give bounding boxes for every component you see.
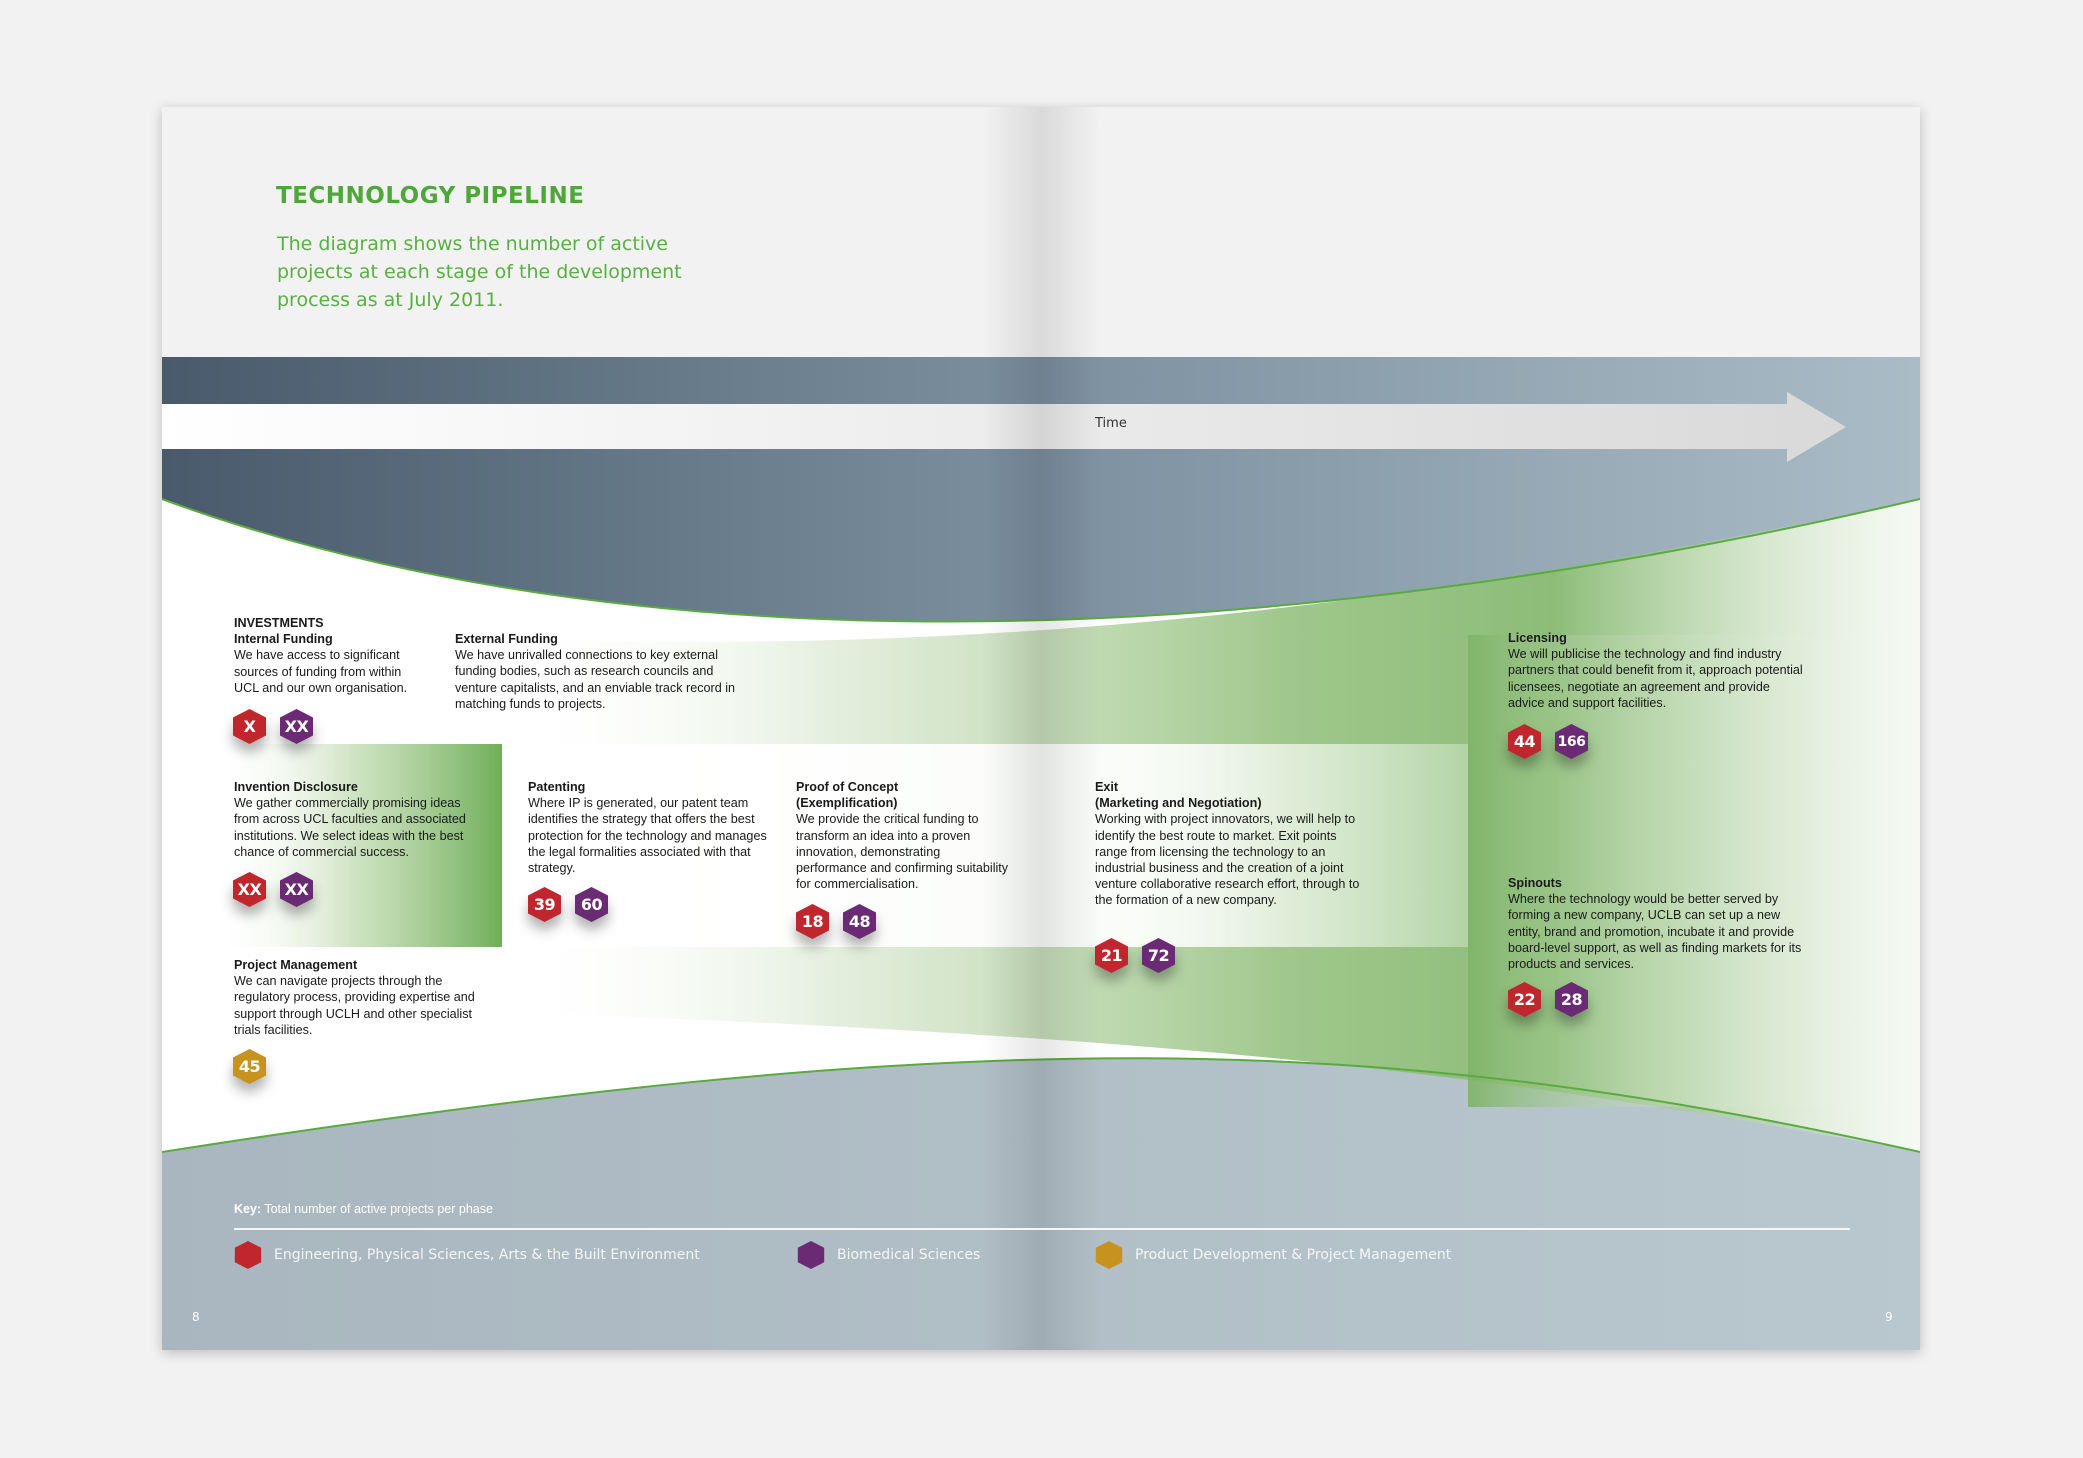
biomedical-count-badge: 60 (574, 886, 609, 923)
red-hexagon-icon (234, 1240, 262, 1270)
stage-subheading: (Exemplification) (796, 796, 898, 811)
stage-subheading: (Marketing and Negotiation) (1095, 796, 1262, 811)
engineering-count-badge: 22 (1507, 981, 1542, 1018)
legend-label: Engineering, Physical Sciences, Arts & the Built Environment (274, 1247, 700, 1263)
biomedical-count-badge: XX (279, 708, 314, 745)
biomedical-count-badge: 72 (1141, 937, 1176, 974)
purple-hexagon-icon (797, 1240, 825, 1270)
stage-text: We gather commercially promising ideas from across UCL faculties and associated institutions. We select ideas with the best chance of commercial success. (234, 796, 466, 859)
engineering-count-badge: 21 (1094, 937, 1129, 974)
badges-proof-of-concept (795, 903, 877, 940)
badges-internal-funding (232, 708, 314, 745)
key-title (234, 1202, 493, 1216)
engineering-count-badge: XX (232, 871, 267, 908)
legend-engineering (234, 1240, 700, 1270)
key-label: Key: (234, 1202, 262, 1216)
badges-spinouts (1507, 981, 1589, 1018)
stage-licensing (1508, 630, 1808, 711)
stage-heading: Spinouts (1508, 876, 1562, 890)
page-number-right: 9 (1885, 1310, 1893, 1324)
stage-text: Working with project innovators, we will help to identify the best route to market. Exit points range from licensing the technology to an industrial business and the creation of a joint venture collaborative research effort, through to the formation of a new company. (1095, 812, 1360, 908)
brochure-spread (162, 107, 1920, 1350)
stage-heading: Internal Funding (234, 632, 333, 647)
stage-heading: Proof of Concept (796, 780, 899, 794)
page-number-left: 8 (192, 1310, 200, 1324)
product-development-count-badge: 45 (232, 1048, 267, 1085)
biomedical-count-badge: 48 (842, 903, 877, 940)
intro-text: The diagram shows the number of active projects at each stage of the development process as at July 2011. (277, 233, 682, 311)
key-description: Total number of active projects per phase (264, 1202, 493, 1216)
stage-heading: Patenting (528, 780, 586, 794)
engineering-count-badge: 44 (1507, 723, 1542, 760)
legend-product-development (1095, 1240, 1451, 1270)
stage-heading: Project Management (234, 958, 358, 972)
stage-proof-of-concept (796, 779, 1011, 892)
stage-text: We will publicise the technology and find industry partners that could benefit from it, approach potential licensees, negotiate an agreement and provide advice and support facilities. (1508, 647, 1803, 710)
badges-project-management (232, 1048, 267, 1085)
stage-text: We can navigate projects through the regulatory process, providing expertise and support through UCLH and other specialist trials facilities. (234, 974, 475, 1037)
engineering-count-badge: 18 (795, 903, 830, 940)
badges-patenting (527, 886, 609, 923)
key-divider (234, 1228, 1850, 1230)
biomedical-count-badge: XX (279, 871, 314, 908)
engineering-count-badge: X (232, 708, 267, 745)
stage-project-management (234, 957, 479, 1038)
stage-exit (1095, 779, 1360, 909)
stage-text: Where IP is generated, our patent team identifies the strategy that offers the best protection for the technology and manages the legal formalities associated with that strategy. (528, 796, 767, 876)
stage-external-funding (455, 631, 745, 712)
stage-internal-funding (234, 615, 429, 696)
biomedical-count-badge: 166 (1554, 723, 1589, 760)
stage-heading: Exit (1095, 780, 1119, 794)
stage-text: We have access to significant sources of funding from within UCL and our own organisation. (234, 648, 408, 695)
stage-heading: External Funding (455, 632, 558, 646)
stage-text: Where the technology would be better served by forming a new company, UCLB can set up a new entity, brand and promotion, incubate it and provide board-level support, as well as finding markets for its products and services. (1508, 892, 1802, 972)
legend-label: Product Development & Project Management (1135, 1247, 1452, 1263)
group-heading: INVESTMENTS (234, 616, 324, 630)
page-title: TECHNOLOGY PIPELINE (276, 183, 585, 209)
badges-exit (1094, 937, 1176, 974)
stage-text: We have unrivalled connections to key external funding bodies, such as research councils and venture capitalists, and an enviable track record in matching funds to projects. (455, 648, 736, 711)
gold-hexagon-icon (1095, 1240, 1123, 1270)
legend-biomedical (797, 1240, 980, 1270)
badges-invention-disclosure (232, 871, 314, 908)
time-axis-label: Time (1095, 416, 1127, 431)
stage-heading: Licensing (1508, 631, 1567, 645)
badges-licensing (1507, 723, 1589, 760)
engineering-count-badge: 39 (527, 886, 562, 923)
stage-invention-disclosure (234, 779, 484, 860)
biomedical-count-badge: 28 (1554, 981, 1589, 1018)
stage-spinouts (1508, 875, 1808, 972)
stage-patenting (528, 779, 768, 876)
stage-heading: Invention Disclosure (234, 780, 358, 794)
stage-text: We provide the critical funding to transform an idea into a proven innovation, demonstrating performance and confirming suitability for commercialisation. (796, 812, 1009, 892)
legend-label: Biomedical Sciences (837, 1247, 981, 1263)
